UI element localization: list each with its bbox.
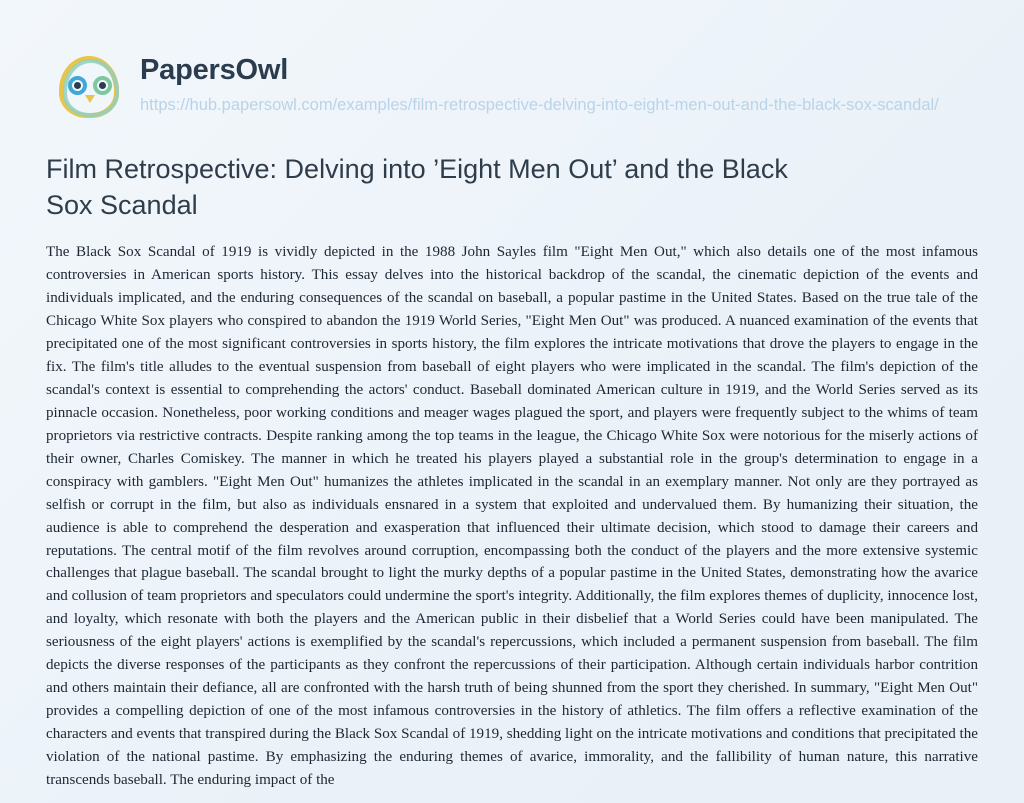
owl-beak [85,95,95,103]
logo-container [46,52,132,122]
document-body-text: The Black Sox Scandal of 1919 is vividly depicted in the 1988 John Sayles film "Eight Men Out," which also details one of the most infamous controversies in American sports history. This essay delves into the historical backdrop of the scandal, the cinematic depiction of the events and individuals implicated, and the enduring consequences of the scandal on baseball, a popular pastime in the United States. Based on the true tale of the Chicago White Sox players who conspired to abandon the 1919 World Series, "Eight Men Out" was produced. A nuanced examination of the events that precipitated one of the most significant controversies in sports history, the film explores the intricate motivations that drove the players to engage in the fix. The film's title alludes to the eventual suspension from baseball of eight players who were implicated in the scandal. The film's depiction of the scandal's context is essential to comprehending the actors' conduct. Baseball dominated American culture in 1919, and the World Series served as its pinnacle occasion. Nonetheless, poor working conditions and meager wages plagued the sport, and players were frequently subject to the whims of team proprietors via restrictive contracts. Despite ranking among the top teams in the league, the Chicago White Sox were notorious for the miserly actions of their owner, Charles Comiskey. The manner in which he treated his players played a substantial role in the group's determination to engage in a conspiracy with gamblers. "Eight Men Out" humanizes the athletes implicated in the scandal in an exemplary manner. Not only are they portrayed as selfish or corrupt in the film, but also as individuals ensnared in a system that exploited and undervalued them. By humanizing their situation, the audience is able to comprehend the desperation and exasperation that influenced their ultimate decision, which stood to damage their careers and reputations. The central motif of the film revolves around corruption, encompassing both the conduct of the players and the more extensive systemic challenges that plague baseball. The scandal brought to light the murky depths of a popular pastime in the United States, demonstrating how the avarice and collusion of team proprietors and speculators could undermine the sport's integrity. Additionally, the film explores themes of duplicity, innocence lost, and loyalty, which resonate with both the players and the American public in their disbelief that a World Series could have been manipulated. The seriousness of the eight players' actions is exemplified by the scandal's repercussions, which included a permanent suspension from baseball. The film depicts the diverse responses of the participants as they confront the repercussions of their participation. Although certain individuals harbor contrition and others maintain their defiance, all are confronted with the harsh truth of being shunned from the sport they cherished. In summary, "Eight Men Out" provides a compelling depiction of one of the most infamous controversies in the history of athletics. The film offers a reflective examination of the characters and events that transpired during the Black Sox Scandal of 1919, shedding light on the intricate motivations and conditions that precipitated the violation of the national pastime. By emphasizing the enduring themes of avarice, immorality, and the fallibility of human nature, this narrative transcends baseball. The enduring impact of the [46,244,978,788]
brand-block [132,52,939,118]
page-header [46,0,978,122]
owl-pupil-left [74,82,81,89]
page-title: Film Retrospective: Delving into ’Eight Men Out’ and the Black Sox Scandal [46,154,788,220]
owl-pupil-right [99,82,106,89]
brand-name: PapersOwl [140,54,289,86]
source-url[interactable]: https://hub.papersowl.com/examples/film-retrospective-delving-into-eight-men-out-and-the-black-sox-scandal/ [140,96,939,114]
owl-icon [55,54,123,122]
